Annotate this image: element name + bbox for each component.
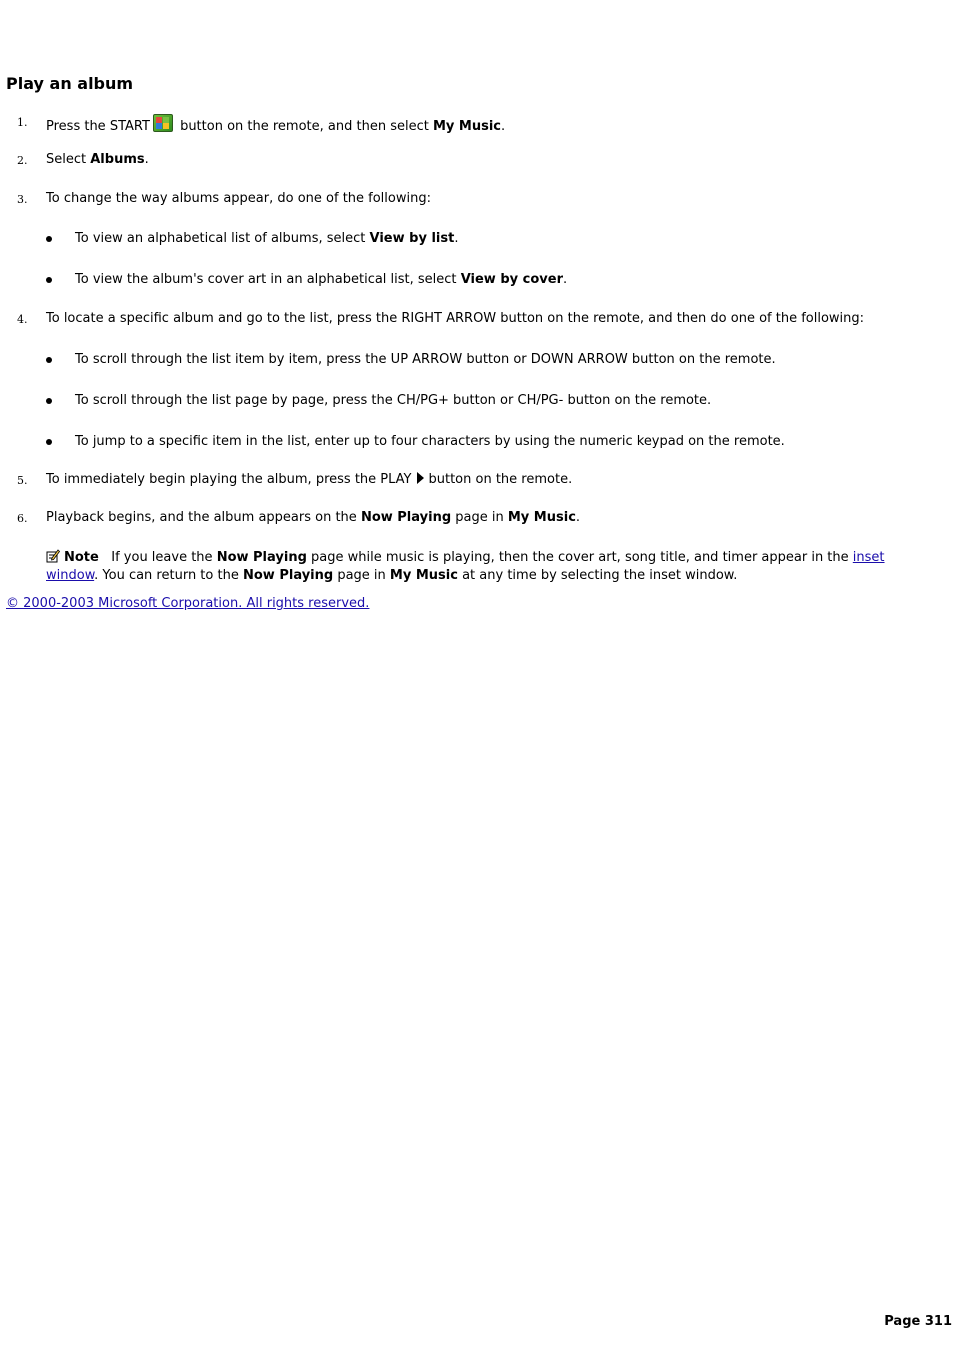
step-text xyxy=(46,510,580,526)
option-name: View by list xyxy=(369,231,455,246)
bullet-text-part: . xyxy=(562,272,568,287)
note-label: Note xyxy=(64,550,99,565)
bullet-dot xyxy=(46,236,52,242)
step-number: 3. xyxy=(17,193,28,206)
note-text: If you leave the xyxy=(111,550,213,565)
step-text-part: button on the remote, and then select xyxy=(180,119,429,134)
copyright-link[interactable]: © 2000-2003 Microsoft Corporation. All rights reserved. xyxy=(6,596,370,611)
note-text: at any time by selecting the inset window. xyxy=(462,568,738,583)
note-text: . You can return to the xyxy=(94,568,239,583)
step-text-part: To immediately begin playing the album, press the PLAY xyxy=(46,472,412,487)
note-text: page while music is playing, then the cover art, song title, and timer appear in the xyxy=(311,550,849,565)
bullet-text-part: To view the album's cover art in an alphabetical list, select xyxy=(75,272,457,287)
page-number: Page 311 xyxy=(884,1314,952,1329)
menu-name: My Music xyxy=(507,510,576,525)
bullet-dot xyxy=(46,277,52,283)
bullet-text: To scroll through the list page by page, press the CH/PG+ button or CH/PG- button on the remote. xyxy=(75,393,712,408)
step-number: 5. xyxy=(17,474,28,487)
bullet-dot xyxy=(46,398,52,404)
step-text xyxy=(46,114,505,135)
page-name: Now Playing xyxy=(242,568,334,583)
bullet-text: To scroll through the list item by item, press the UP ARROW button or DOWN ARROW button on the remote. xyxy=(75,352,776,367)
page-name: Now Playing xyxy=(216,550,307,565)
step-text: To locate a specific album and go to the list, press the RIGHT ARROW button on the remote, and then do one of the following: xyxy=(46,311,865,326)
step-text-part: Playback begins, and the album appears on the xyxy=(46,510,357,525)
menu-name: My Music xyxy=(432,119,501,134)
page-name: Now Playing xyxy=(360,510,452,525)
step-number: 1. xyxy=(17,116,28,129)
step-text-part: page in xyxy=(455,510,504,525)
step-text xyxy=(46,152,149,168)
step-text xyxy=(46,472,572,488)
step-text: To change the way albums appear, do one of the following: xyxy=(46,191,431,206)
step-text-part: . xyxy=(144,152,149,167)
bullet-text: To jump to a specific item in the list, enter up to four characters by using the numeric keypad on the remote. xyxy=(75,434,785,449)
bullet-text xyxy=(75,272,567,288)
note-pencil-icon xyxy=(46,549,60,568)
step-number: 6. xyxy=(17,512,28,525)
menu-name: My Music xyxy=(389,568,458,583)
step-text-part: button on the remote. xyxy=(428,472,573,487)
step-text-part: . xyxy=(575,510,581,525)
step-text-part: . xyxy=(501,119,506,134)
bullet-dot xyxy=(46,439,52,445)
step-text-part: Select xyxy=(46,152,87,167)
bullet-text xyxy=(75,231,458,247)
option-name: View by cover xyxy=(460,272,563,287)
inset-window-link[interactable]: inset window xyxy=(46,550,885,583)
note xyxy=(46,549,936,584)
menu-name: Albums xyxy=(90,152,145,167)
note-text: page in xyxy=(337,568,386,583)
bullet-text-part: . xyxy=(454,231,459,246)
step-text-part: Press the START xyxy=(46,119,150,134)
play-icon xyxy=(417,472,424,484)
bullet-dot xyxy=(46,357,52,363)
step-number: 4. xyxy=(17,313,28,326)
page-title: Play an album xyxy=(6,74,134,93)
step-number: 2. xyxy=(17,154,28,167)
bullet-text-part: To view an alphabetical list of albums, select xyxy=(75,231,366,246)
windows-start-icon xyxy=(153,114,173,132)
